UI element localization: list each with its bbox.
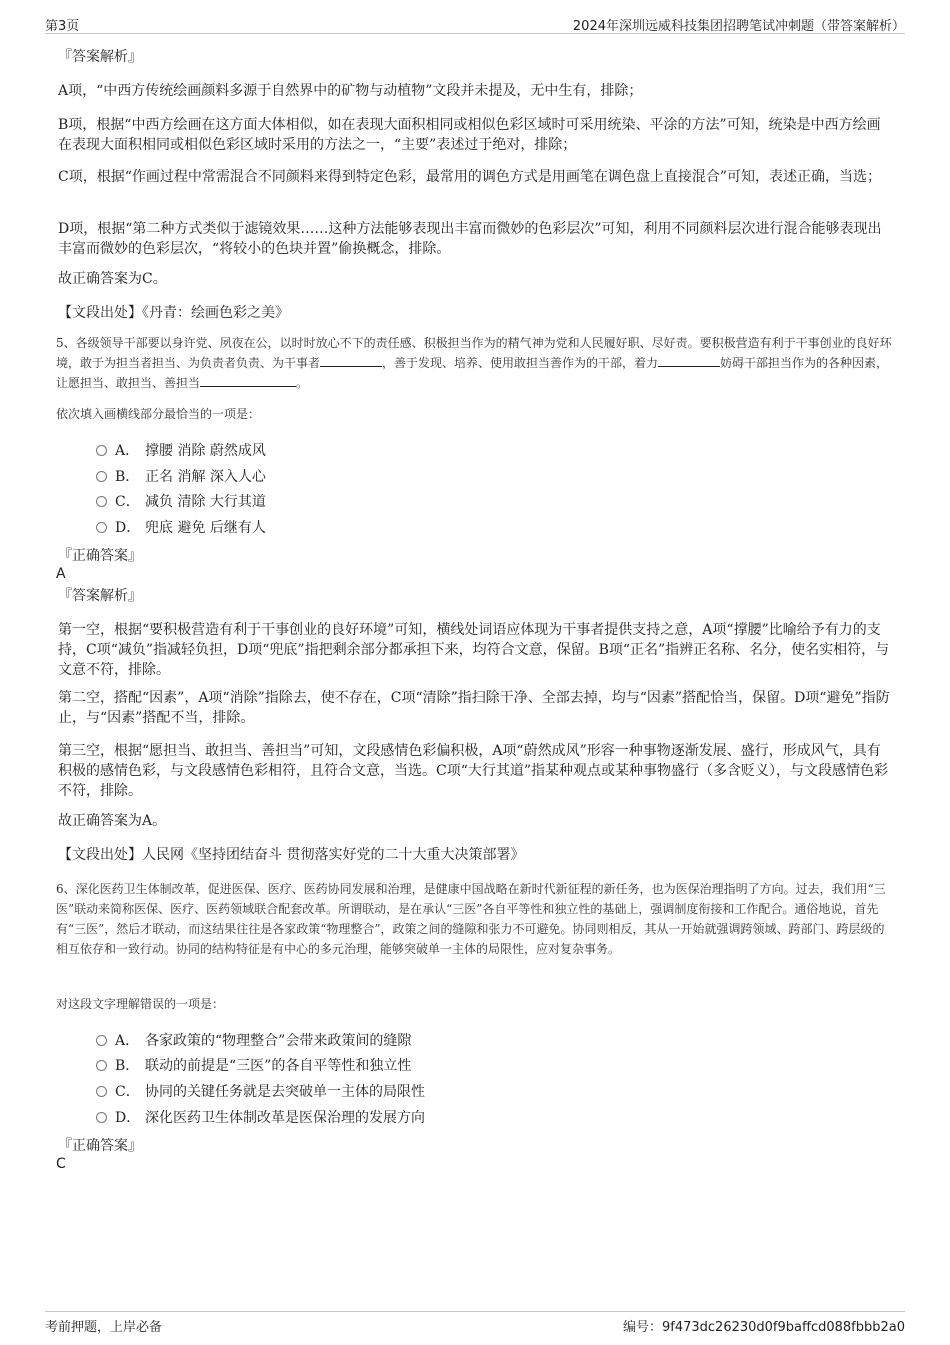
q5-option-d[interactable]: D． 兜底 避免 后继有人 <box>96 518 266 538</box>
q4-analysis-d: D项，根据“第二种方式类似于滤镜效果……这种方法能够表现出丰富而微妙的色彩层次”可知，利用不同颜料层次进行混合能够表现出丰富而微妙的色彩层次，“将较小的色块并置”偷换概念，排除。 <box>58 221 882 257</box>
q6-prompt: 对这段文字理解错误的一项是： <box>56 997 225 1011</box>
q5-blank-2 <box>658 353 720 367</box>
q5-option-b[interactable]: B． 正名 消解 深入人心 <box>96 467 266 487</box>
q5-analysis-3: 第三空，根据“愿担当、敢担当、善担当”可知，文段感情色彩偏积极，A项“蔚然成风”形容一种事物逐渐发展、盛行，形成风气，具有积极的感情色彩，与文段感情色彩相符，且符合文意，当选。C项“大行其道”指某种观点或某种事物盛行（多含贬义），与文段感情色彩不符，排除。 <box>58 743 889 799</box>
q5-answer-heading: 『正确答案』 <box>58 548 142 564</box>
q4-analysis-b: B项，根据“中西方绘画在这方面大体相似，如在表现大面积相同或相似色彩区域时可采用统染、平涂的方法”可知，统染是中西方绘画在表现大面积相同或相似色彩区域时采用的方法之一，“主要”表述过于绝对，排除； <box>58 117 881 153</box>
q5-option-a[interactable]: A． 撑腰 消除 蔚然成风 <box>96 441 266 461</box>
q4-conclusion: 故正确答案为C。 <box>58 271 167 287</box>
q5-source: 【文段出处】人民网《坚持团结奋斗 贯彻落实好党的二十大重大决策部署》 <box>58 847 525 863</box>
radio-icon[interactable] <box>96 1086 107 1097</box>
q4-source: 【文段出处】《丹青：绘画色彩之美》 <box>58 305 289 321</box>
q6-answer-heading: 『正确答案』 <box>58 1138 142 1154</box>
q5-answer: A <box>56 566 66 582</box>
q5-blank-1 <box>320 353 382 367</box>
radio-icon[interactable] <box>96 496 107 507</box>
q5-analysis-2: 第二空，搭配“因素”，A项“消除”指除去，使不存在，C项“清除”指扫除干净、全部去掉，均与“因素”搭配恰当，保留。D项“避免”指防止，与“因素”搭配不当，排除。 <box>58 690 890 726</box>
page-footer <box>45 1311 905 1335</box>
document-title: 2024年深圳远威科技集团招聘笔试冲刺题（带答案解析） <box>572 19 905 34</box>
radio-icon[interactable] <box>96 1060 107 1071</box>
q5-blank-3 <box>200 373 296 387</box>
footer-slogan: 考前押题，上岸必备 <box>45 1320 163 1335</box>
q6-option-d[interactable]: D． 深化医药卫生体制改革是医保治理的发展方向 <box>96 1108 425 1128</box>
q5-analysis-heading: 『答案解析』 <box>58 588 142 604</box>
q4-analysis-heading: 『答案解析』 <box>58 49 142 65</box>
page-number: 第3页 <box>45 19 80 34</box>
radio-icon[interactable] <box>96 522 107 533</box>
q5-analysis-1: 第一空，根据“要积极营造有利于干事创业的良好环境”可知，横线处词语应体现为干事者提供支持之意，A项“撑腰”比喻给予有力的支持，C项“减负”指减轻负担，D项“兜底”指把剩余部分都承担下来，均符合文意，保留。B项“正名”指辨正名称、名分，使名实相符，与文意不符，排除。 <box>58 622 890 678</box>
q5-option-c[interactable]: C． 减负 清除 大行其道 <box>96 492 266 512</box>
q6-option-a[interactable]: A． 各家政策的“物理整合”会带来政策间的缝隙 <box>96 1031 411 1051</box>
footer-serial: 编号：9f473dc26230d0f9baffcd088fbbb2a0 <box>622 1320 905 1335</box>
radio-icon[interactable] <box>96 1035 107 1046</box>
radio-icon[interactable] <box>96 1112 107 1123</box>
q5-question-text: 5、各级领导干部要以身许党、夙夜在公，以时时放心不下的责任感、积极担当作为的精气神为党和人民履好职、尽好责。要积极营造有利于干事创业的良好环境，敢于为担当者担当、为负责者负责、为干事者 ，善于发现、培养、使用敢担当善作为的干部，着力 妨碍干部担当作为的各种因素，让愿担当、敢担当、善担当 。 <box>56 336 892 390</box>
q5-conclusion: 故正确答案为A。 <box>58 813 167 829</box>
q5-prompt: 依次填入画横线部分最恰当的一项是： <box>56 407 261 421</box>
q6-option-c[interactable]: C． 协同的关键任务就是去突破单一主体的局限性 <box>96 1082 425 1102</box>
page-header <box>45 13 905 34</box>
q6-answer: C <box>56 1156 66 1172</box>
radio-icon[interactable] <box>96 471 107 482</box>
q6-option-b[interactable]: B． 联动的前提是“三医”的各自平等性和独立性 <box>96 1056 411 1076</box>
q6-question-text: 6、深化医药卫生体制改革，促进医保、医疗、医药协同发展和治理，是健康中国战略在新时代新征程的新任务，也为医保治理指明了方向。过去，我们用“三医”联动来简称医保、医疗、医药领域联合配套改革。所谓联动，是在承认“三医”各自平等性和独立性的基础上，强调制度衔接和工作配合。通俗地说，首先有“三医”，然后才联动，而这结果往往是各家政策“物理整合”，政策之间的缝隙和张力不可避免。协同则相反，其从一开始就强调跨领域、跨部门、跨层级的相互依存和一致行动。协同的结构特征是有中心的多元治理，能够突破单一主体的局限性，应对复杂事务。 <box>56 882 886 956</box>
q4-analysis-a: A项，“中西方传统绘画颜料多源于自然界中的矿物与动植物”文段并未提及，无中生有，排除； <box>58 83 643 99</box>
radio-icon[interactable] <box>96 445 107 456</box>
q4-analysis-c: C项，根据“作画过程中常需混合不同颜料来得到特定色彩，最常用的调色方式是用画笔在调色盘上直接混合”可知，表述正确，当选； <box>58 169 882 185</box>
